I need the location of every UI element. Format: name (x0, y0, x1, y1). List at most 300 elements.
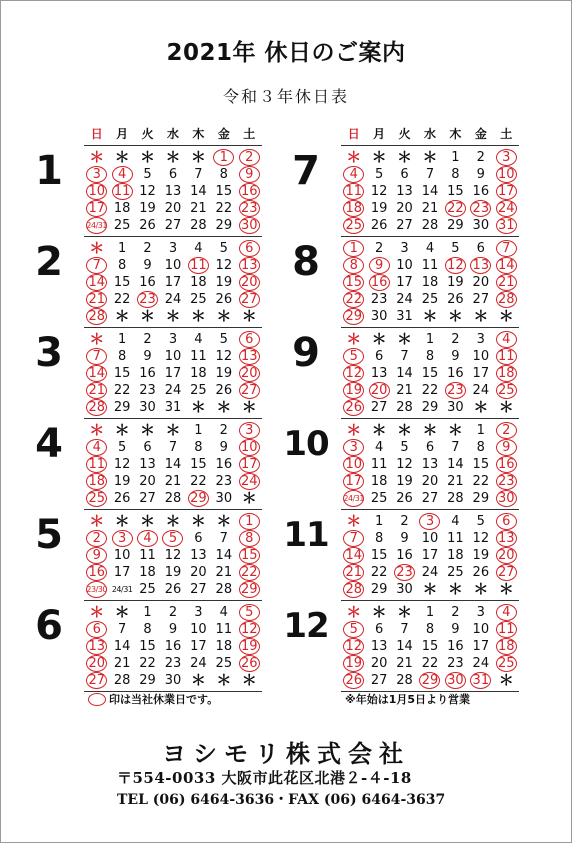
holiday-day-cell: 14 (494, 257, 519, 274)
day-cell: 15 (113, 366, 131, 381)
holiday-day-cell: 14 (341, 547, 366, 564)
week-row (341, 291, 519, 308)
holiday-day-cell: 25 (341, 217, 366, 234)
day-cell: 9 (476, 167, 485, 182)
day-cell: 15 (139, 639, 156, 654)
day-cell: ＊ (190, 512, 206, 530)
day-cell: 11 (421, 258, 439, 273)
day-cell: 6 (374, 349, 384, 364)
week-row (84, 672, 262, 689)
day-cell: ＊ (140, 307, 156, 325)
week-row (341, 274, 519, 291)
day-cell: 10 (164, 258, 182, 273)
weekday-label: 月 (116, 127, 129, 141)
week-row (84, 530, 262, 547)
holiday-day-cell: 28 (84, 399, 109, 416)
week-row (84, 490, 262, 507)
month-block (35, 601, 262, 692)
day-cell: ＊ (371, 421, 387, 439)
day-cell: 27 (190, 582, 207, 597)
weekday-label: 土 (243, 127, 256, 141)
day-cell: ＊ (89, 239, 105, 257)
day-cell: 7 (451, 440, 460, 455)
day-cell: 27 (472, 292, 490, 307)
holiday-day-cell: 11 (109, 183, 134, 200)
holiday-day-cell: 5 (341, 621, 366, 638)
day-cell: ＊ (165, 421, 181, 439)
weekday-label: 木 (192, 127, 205, 141)
day-cell: 19 (447, 275, 464, 290)
day-cell: 23 (215, 474, 233, 489)
day-cell: 24 (421, 565, 439, 580)
holiday-day-cell: 30 (443, 672, 468, 689)
holiday-day-cell: 21 (494, 274, 519, 291)
day-cell: 7 (168, 440, 178, 455)
week-row (341, 655, 519, 672)
day-cell: 6 (476, 241, 485, 256)
month-weeks (84, 422, 262, 507)
day-cell: 12 (113, 457, 131, 472)
holiday-day-cell: 10 (237, 439, 262, 456)
day-cell: 17 (472, 366, 490, 381)
day-cell: 11 (215, 622, 233, 637)
day-cell: 5 (400, 440, 409, 455)
day-cell: 21 (164, 474, 182, 489)
holiday-day-cell: 4 (135, 530, 160, 547)
month-number: 6 (35, 603, 63, 649)
holiday-day-cell: 20 (237, 365, 262, 382)
day-cell: 18 (190, 366, 207, 381)
day-cell: 30 (396, 582, 413, 597)
week-row (84, 365, 262, 382)
day-cell: 3 (168, 332, 178, 347)
holiday-day-cell: 17 (494, 183, 519, 200)
holiday-day-cell: 30 (237, 217, 262, 234)
month-block (35, 419, 262, 510)
day-cell: 10 (396, 258, 413, 273)
day-cell: 8 (374, 531, 384, 546)
day-cell: 28 (113, 673, 131, 688)
week-row (341, 240, 519, 257)
holiday-day-cell: 16 (84, 564, 109, 581)
day-cell: ＊ (473, 398, 489, 416)
day-cell: ＊ (397, 148, 413, 166)
weekday-header (341, 123, 519, 146)
holiday-day-cell: 1 (211, 149, 236, 166)
holiday-day-cell: 28 (341, 581, 366, 598)
day-cell: 28 (164, 491, 182, 506)
day-cell: 15 (113, 275, 131, 290)
day-cell: 27 (139, 491, 156, 506)
day-cell: 19 (370, 201, 388, 216)
day-cell: 30 (447, 400, 464, 415)
holiday-day-cell: 12 (341, 638, 366, 655)
day-cell: 26 (396, 491, 413, 506)
holiday-day-cell: 27 (237, 291, 262, 308)
day-cell: 2 (476, 150, 485, 165)
day-cell: 4 (451, 514, 460, 529)
week-row (84, 183, 262, 200)
weekday-label: 日 (347, 127, 360, 141)
holiday-day-cell: 17 (84, 200, 109, 217)
day-cell: 12 (215, 258, 233, 273)
holiday-day-cell: 11 (341, 183, 366, 200)
day-cell: 26 (472, 565, 490, 580)
day-cell: 8 (143, 622, 152, 637)
holiday-day-cell: 29 (417, 672, 442, 689)
day-cell: ＊ (190, 671, 206, 689)
day-cell: 11 (447, 531, 464, 546)
day-cell: 20 (190, 565, 207, 580)
company-address: 〒554-0033 大阪市此花区北港２-４-18 (117, 769, 412, 787)
month-block (292, 328, 519, 419)
holiday-day-cell: 7 (84, 257, 109, 274)
day-cell: 12 (164, 548, 182, 563)
day-cell: 1 (143, 605, 152, 620)
week-row (84, 382, 262, 399)
day-cell: 17 (164, 275, 182, 290)
day-cell: ＊ (216, 307, 232, 325)
holiday-day-cell: 26 (237, 655, 262, 672)
day-cell: 13 (164, 184, 182, 199)
week-row (84, 166, 262, 183)
day-cell: 17 (396, 275, 413, 290)
holiday-day-cell: 12 (443, 257, 468, 274)
day-cell: 10 (472, 622, 490, 637)
holiday-day-cell: 17 (341, 473, 366, 490)
holiday-day-cell: 10 (341, 456, 366, 473)
day-cell: 16 (447, 366, 464, 381)
month-number: 8 (292, 239, 320, 285)
day-cell: 8 (117, 258, 127, 273)
month-weeks (341, 331, 519, 416)
holiday-day-cell: 1 (237, 513, 262, 530)
month-block (283, 510, 519, 601)
holiday-day-cell: 27 (494, 564, 519, 581)
day-cell: 2 (143, 332, 152, 347)
month-number: 1 (35, 148, 63, 194)
holiday-day-cell: 13 (84, 638, 109, 655)
day-cell: ＊ (397, 603, 413, 621)
holiday-day-cell: 11 (494, 348, 519, 365)
day-cell: ＊ (190, 148, 206, 166)
new-year-note: ※年始は1月5日より営業 (345, 693, 471, 706)
month-number: 3 (35, 330, 63, 376)
month-block (283, 419, 519, 510)
day-cell: 20 (421, 474, 439, 489)
day-cell: 27 (421, 491, 439, 506)
holiday-day-cell: 30 (494, 490, 519, 507)
week-row (341, 382, 519, 399)
day-cell: 27 (396, 218, 413, 233)
month-weeks (84, 149, 262, 234)
day-cell: 14 (164, 457, 182, 472)
day-cell: 19 (472, 548, 490, 563)
day-cell: 29 (139, 673, 156, 688)
day-cell: 13 (370, 639, 388, 654)
day-cell: 28 (396, 673, 413, 688)
holiday-day-cell: 25 (494, 655, 519, 672)
day-cell: 10 (421, 531, 439, 546)
holiday-day-cell: 23 (135, 291, 160, 308)
day-cell: 12 (139, 184, 156, 199)
holiday-day-cell: 3 (84, 166, 109, 183)
holiday-day-cell: 13 (237, 257, 262, 274)
day-cell: 23 (139, 383, 156, 398)
day-cell: 22 (421, 383, 439, 398)
day-cell: 17 (164, 366, 182, 381)
holiday-day-cell: 22 (443, 200, 468, 217)
holiday-day-cell: 21 (341, 564, 366, 581)
day-cell: ＊ (89, 330, 105, 348)
day-cell: 6 (425, 440, 435, 455)
day-cell: 11 (370, 457, 388, 472)
day-cell: 29 (421, 400, 439, 415)
holiday-day-cell: 13 (237, 348, 262, 365)
day-cell: ＊ (447, 580, 463, 598)
day-cell: 7 (117, 622, 127, 637)
day-cell: 21 (396, 383, 413, 398)
month-block (292, 237, 519, 328)
week-row (84, 348, 262, 365)
day-cell: 7 (425, 167, 435, 182)
week-row (341, 365, 519, 382)
day-cell: 2 (219, 423, 228, 438)
holiday-day-cell: 13 (494, 530, 519, 547)
day-cell: 10 (113, 548, 131, 563)
day-cell: ＊ (371, 330, 387, 348)
day-cell: 18 (190, 275, 207, 290)
day-cell: 27 (164, 218, 182, 233)
week-row (84, 621, 262, 638)
day-cell: 20 (370, 656, 388, 671)
week-row (341, 638, 519, 655)
week-row (341, 166, 519, 183)
month-block (35, 510, 262, 601)
holiday-day-cell: 10 (84, 183, 109, 200)
day-cell: 16 (447, 639, 464, 654)
week-row (84, 513, 262, 530)
day-cell: ＊ (114, 421, 130, 439)
day-cell: 30 (139, 400, 156, 415)
holiday-day-cell: 23 (237, 200, 262, 217)
holiday-day-cell: 4 (84, 439, 109, 456)
day-cell: 2 (143, 241, 152, 256)
week-row (341, 439, 519, 456)
day-cell: 9 (451, 622, 460, 637)
day-cell: 18 (447, 548, 464, 563)
day-cell: 17 (421, 548, 439, 563)
day-cell: 13 (370, 366, 388, 381)
day-cell: 24 (472, 656, 490, 671)
day-cell: 29 (472, 491, 490, 506)
holiday-day-cell: 23 (468, 200, 493, 217)
day-cell: 5 (143, 167, 152, 182)
holiday-day-cell: 8 (341, 257, 366, 274)
holiday-day-cell: 26 (341, 399, 366, 416)
day-cell: 12 (396, 457, 413, 472)
month-weeks (84, 604, 262, 689)
day-cell: 1 (117, 241, 127, 256)
day-cell: 26 (215, 383, 233, 398)
day-cell: 1 (374, 514, 384, 529)
day-cell: ＊ (498, 671, 514, 689)
day-cell: 15 (421, 366, 439, 381)
day-cell: 26 (139, 218, 156, 233)
holiday-day-cell: 3 (494, 149, 519, 166)
day-cell: 10 (164, 349, 182, 364)
holiday-day-cell: 28 (84, 308, 109, 325)
day-cell: 23 (164, 656, 182, 671)
day-cell: 4 (425, 241, 435, 256)
day-cell: 18 (113, 201, 131, 216)
day-cell: 21 (113, 656, 131, 671)
day-cell: ＊ (498, 398, 514, 416)
day-cell: 11 (190, 349, 207, 364)
holiday-day-cell: 6 (84, 621, 109, 638)
week-row (341, 473, 519, 490)
holiday-day-cell: 13 (468, 257, 493, 274)
day-cell: 12 (215, 349, 233, 364)
day-cell: ＊ (346, 330, 362, 348)
holiday-day-cell: 4 (341, 166, 366, 183)
day-cell: 8 (425, 622, 435, 637)
day-cell: 24 (190, 656, 207, 671)
week-row (84, 240, 262, 257)
day-cell: 3 (476, 332, 485, 347)
holiday-day-cell: 23 (494, 473, 519, 490)
holiday-day-cell: 16 (494, 456, 519, 473)
day-cell: ＊ (140, 421, 156, 439)
weekday-label: 金 (474, 127, 487, 141)
holiday-day-cell: 4 (109, 166, 134, 183)
holiday-day-cell: 19 (341, 655, 366, 672)
day-cell: 24 (396, 292, 413, 307)
day-cell: 2 (374, 241, 384, 256)
day-cell: ＊ (165, 307, 181, 325)
holiday-day-cell: 19 (341, 382, 366, 399)
holiday-legend-text: 印は当社休業日です。 (109, 693, 219, 706)
holiday-day-cell: 20 (84, 655, 109, 672)
week-row (341, 183, 519, 200)
week-row (84, 564, 262, 581)
day-cell: 2 (168, 605, 178, 620)
day-cell: 6 (194, 531, 203, 546)
week-row (84, 331, 262, 348)
day-cell: ＊ (346, 148, 362, 166)
day-cell: 28 (190, 218, 207, 233)
day-cell: ＊ (89, 421, 105, 439)
holiday-day-cell: 11 (186, 257, 211, 274)
holiday-day-cell: 2 (494, 422, 519, 439)
day-cell: ＊ (216, 512, 232, 530)
day-cell: 25 (113, 218, 131, 233)
day-cell: 24 (164, 292, 182, 307)
day-cell: 7 (400, 349, 409, 364)
day-cell: ＊ (473, 307, 489, 325)
holiday-day-cell: 27 (84, 672, 109, 689)
day-cell: 14 (447, 457, 464, 472)
day-cell: 15 (370, 548, 388, 563)
week-row (84, 456, 262, 473)
day-cell: 19 (164, 565, 182, 580)
weekday-label: 水 (166, 127, 179, 141)
day-cell: 18 (421, 275, 439, 290)
holiday-day-cell: 24 (494, 200, 519, 217)
holiday-day-cell: 18 (341, 200, 366, 217)
day-cell: 28 (421, 218, 439, 233)
week-row (341, 621, 519, 638)
day-cell: ＊ (140, 148, 156, 166)
day-cell: 8 (194, 440, 203, 455)
day-cell: 1 (194, 423, 203, 438)
week-row (84, 604, 262, 621)
calendar-column-left (35, 123, 262, 692)
holiday-day-cell: 4 (494, 331, 519, 348)
day-cell: ＊ (241, 671, 257, 689)
day-cell: 28 (215, 582, 233, 597)
week-row (84, 308, 262, 325)
week-row (84, 547, 262, 564)
day-cell: 16 (215, 457, 233, 472)
month-block (283, 601, 519, 692)
day-cell: ＊ (371, 603, 387, 621)
day-cell: ＊ (114, 512, 130, 530)
day-cell: 1 (425, 605, 435, 620)
week-row (84, 200, 262, 217)
day-cell: ＊ (165, 148, 181, 166)
day-cell: ＊ (114, 603, 130, 621)
week-row (84, 638, 262, 655)
month-number: 4 (35, 421, 63, 467)
day-cell: 15 (447, 184, 464, 199)
holiday-day-cell: 5 (341, 348, 366, 365)
day-cell: 26 (447, 292, 464, 307)
day-cell: 3 (194, 605, 203, 620)
day-cell: 5 (476, 514, 485, 529)
day-cell: 14 (190, 184, 207, 199)
month-weeks (341, 149, 519, 234)
day-cell: ＊ (216, 398, 232, 416)
holiday-day-cell: 23 (392, 564, 417, 581)
weekday-label: 火 (141, 127, 154, 141)
holiday-day-cell: 21 (84, 291, 109, 308)
holiday-day-cell: 22 (237, 564, 262, 581)
day-cell: 30 (215, 491, 233, 506)
day-cell: 29 (215, 218, 233, 233)
holiday-day-cell: 8 (237, 530, 262, 547)
holiday-day-cell: 29 (341, 308, 366, 325)
week-row (341, 149, 519, 166)
holiday-day-cell: 14 (84, 274, 109, 291)
day-cell: 25 (190, 292, 207, 307)
day-cell: 24/31 (111, 585, 133, 594)
day-cell: 7 (194, 167, 203, 182)
day-cell: 25 (447, 565, 464, 580)
day-cell: 3 (400, 241, 409, 256)
page-subtitle: 令和３年休日表 (222, 87, 349, 106)
weekday-label: 日 (90, 127, 103, 141)
day-cell: 17 (190, 639, 207, 654)
week-row (341, 490, 519, 507)
month-number: 5 (35, 512, 63, 558)
holiday-day-cell: 29 (237, 581, 262, 598)
month-weeks (341, 422, 519, 507)
month-block (35, 328, 262, 419)
holiday-day-cell: 23/30 (84, 581, 109, 598)
day-cell: 22 (421, 656, 439, 671)
day-cell: 29 (113, 400, 131, 415)
